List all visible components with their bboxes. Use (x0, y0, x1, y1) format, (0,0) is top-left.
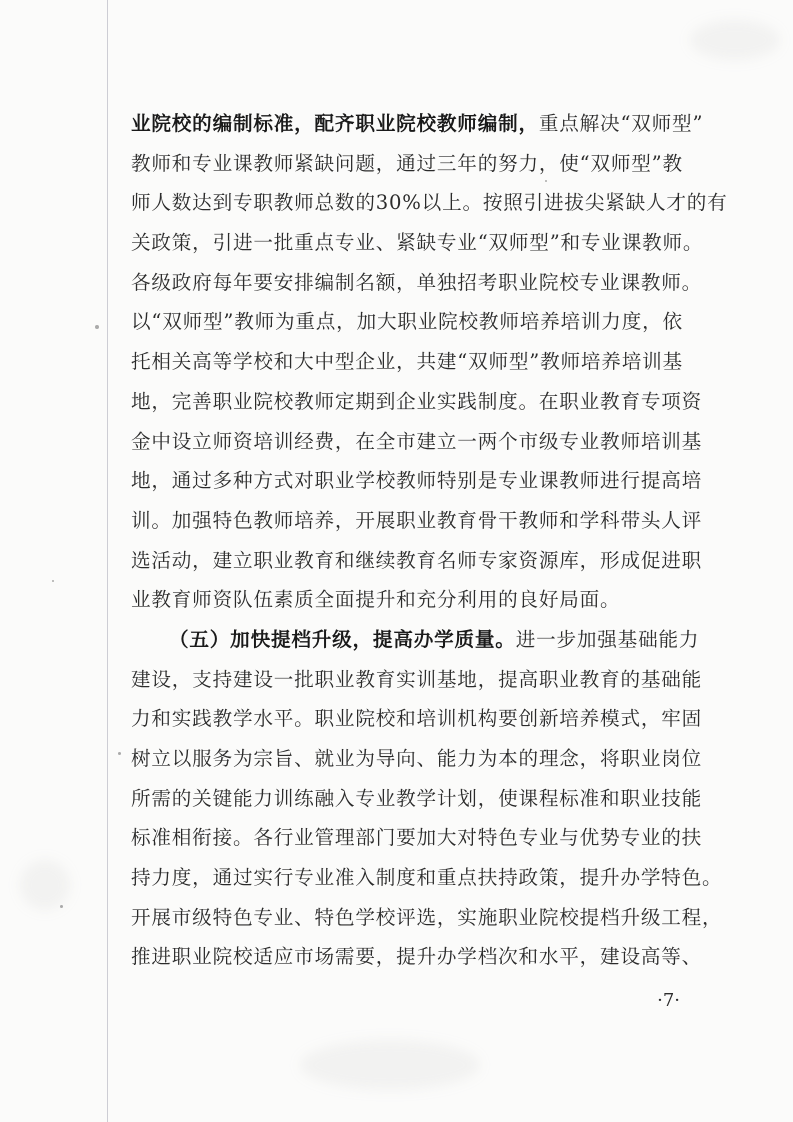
text-line: 地，通过多种方式对职业学校教师特别是专业课教师进行提高培 (131, 469, 703, 493)
text-line: 关政策，引进一批重点专业、紧缺专业“双师型”和专业课教师。 (131, 231, 704, 255)
text-line: 以“双师型”教师为重点，加大职业院校教师培养培训力度，依 (131, 310, 683, 334)
text-line: 各级政府每年要安排编制名额，单独招考职业院校专业课教师。 (131, 270, 703, 294)
scan-speck (118, 752, 121, 755)
text-line: 所需的关键能力训练融入专业教学计划，使课程标准和职业技能 (131, 786, 703, 810)
text-line: 推进职业院校适应市场需要，提升办学档次和水平，建设高等、 (131, 945, 703, 969)
text-line: 建设，支持建设一批职业教育实训基地，提高职业教育的基础能 (131, 667, 703, 691)
scan-speck (52, 580, 54, 582)
text-line: 树立以服务为宗旨、就业为导向、能力为本的理念，将职业岗位 (131, 747, 703, 770)
text-line: 托相关高等学校和大中型企业，共建“双师型”教师培养培训基 (131, 350, 683, 374)
text-span: 重点解决“双师型” (538, 112, 704, 135)
body-text (131, 104, 728, 977)
text-line: 地，完善职业院校教师定期到企业实践制度。在职业教育专项资 (131, 389, 703, 413)
text-line: 训。加强特色教师培养，开展职业教育骨干教师和学科带头人评 (131, 508, 703, 532)
scan-speck (60, 905, 63, 908)
text-line: 师人数达到专职教师总数的30%以上。按照引进拔尖紧缺人才的有 (131, 191, 728, 215)
text-line: 标准相衔接。各行业管理部门要加大对特色专业与优势专业的扶 (131, 826, 703, 850)
text-line: 业教育师资队伍素质全面提升和充分利用的良好局面。 (131, 588, 621, 612)
scan-edge-line (107, 0, 108, 1122)
text-line: 金中设立师资培训经费，在全市建立一两个市级专业教师培训基 (131, 429, 703, 453)
scan-smudge (20, 860, 70, 910)
text-line (131, 104, 704, 144)
page-number: ·7· (657, 990, 680, 1011)
text-line: 持力度，通过实行专业准入制度和重点扶持政策，提升办学特色。 (131, 866, 723, 890)
bold-text: 业院校的编制标准，配齐职业院校教师编制， (131, 112, 539, 135)
section-heading: （五）加快提档升级，提高办学质量。 (169, 627, 516, 651)
text-line: 选活动，建立职业教育和继续教育名师专家资源库，形成促进职 (131, 548, 703, 572)
text-line: 教师和专业课教师紧缺问题，通过三年的努力，使“双师型”教 (131, 151, 683, 175)
text-line: 开展市级特色专业、特色学校评选，实施职业院校提档升级工程， (131, 905, 723, 929)
scan-smudge (300, 1040, 480, 1090)
scan-speck (95, 325, 99, 329)
text-span: 进一步加强基础能力 (515, 627, 700, 651)
text-line: 力和实践教学水平。职业院校和培训机构要创新培养模式，牢固 (131, 707, 703, 731)
section-heading-line (131, 620, 700, 660)
scan-smudge (690, 20, 780, 60)
